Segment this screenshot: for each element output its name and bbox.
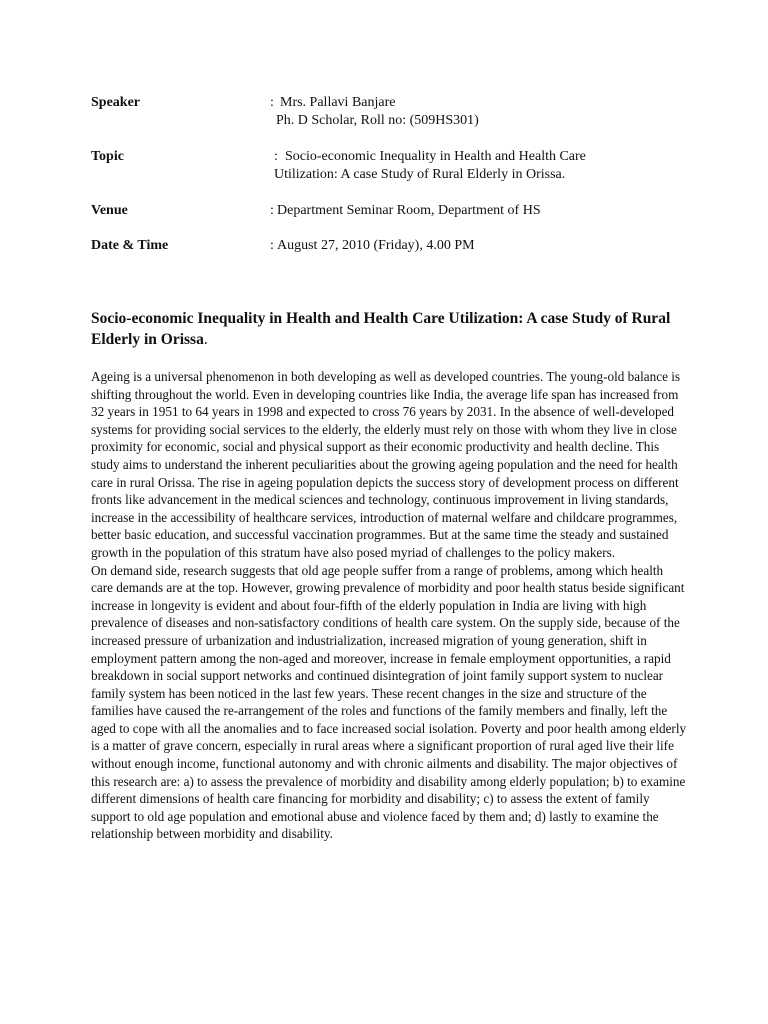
abstract-body <box>91 368 687 843</box>
topic-label: Topic <box>91 149 124 164</box>
abstract-paragraph-2: On demand side, research suggests that old age people suffer from a range of problems, among which health care demands are at the top. However, growing prevalence of morbidity and poor health status beside significant increase in longevity is evident and about four-fifth of the elderly population in India are living with high prevalence of diseases and non-satisfactory conditions of health care system. On the supply side, because of the increased pressure of urbanization and industrialization, increased migration of young generation, shift in employment pattern among the non-aged and moreover, increase in female employment opportunities, a rapid breakdown in social support networks and continued disintegration of joint family support system to nuclear family system has been noticed in the last few years. These recent changes in the size and structure of the families have caused the re-arrangement of the roles and functions of the family members and finally, left the aged to cope with all the anomalies and to face increased social isolation. Poverty and poor health among elderly is a matter of grave concern, especially in rural areas where a significant proportion of rural aged live their life without enough income, functional autonomy and with chronic ailments and disability. The major objectives of this research are: a) to assess the prevalence of morbidity and disability among elderly population; b) to examine different dimensions of health care financing for morbidity and disability; c) to assess the extent of family support to old age population and emotional abuse and violence faced by them and; d) lastly to examine the relationship between morbidity and disability. <box>91 562 687 842</box>
abstract-title-text: Socio-economic Inequality in Health and Health Care Utilization: A case Study of Rural Elderly in Orissa <box>91 310 671 348</box>
speaker-credentials: Ph. D Scholar, Roll no: (509HS301) <box>276 113 479 128</box>
abstract-title <box>91 308 671 350</box>
datetime-label: Date & Time <box>91 238 169 253</box>
speaker-colon: : <box>270 95 274 110</box>
abstract-paragraph-1: Ageing is a universal phenomenon in both developing as well as developed countries. The young-old balance is shifting throughout the world. Even in developing countries like India, the average life span has increased from 32 years in 1951 to 64 years in 1998 and expected to cross 76 years by 2031. In the absence of well-developed systems for providing social services to the elderly, the elderly must rely on those with whom they live in close proximity for economic, social and physical support as their economic productivity and health decline. This study aims to understand the inherent peculiarities about the growing ageing population and the need for health care in rural Orissa. The rise in ageing population depicts the success story of development process on different fronts like advancement in the medical sciences and technology, continuous improvement in living standards, increase in the accessibility of healthcare services, introduction of maternal welfare and childcare programmes, better basic education, and successful vaccination programmes. But at the same time the steady and sustained growth in the population of this stratum have also posed myriad of challenges to the policy makers. <box>91 369 681 560</box>
topic-colon: : <box>274 149 278 164</box>
speaker-name: Mrs. Pallavi Banjare <box>280 95 396 110</box>
topic-value: Socio-economic Inequality in Health and Health Care <box>285 149 586 164</box>
venue-label: Venue <box>91 203 128 218</box>
topic-value-continued: Utilization: A case Study of Rural Elderly in Orissa. <box>274 167 566 182</box>
abstract-title-period: . <box>203 331 208 348</box>
datetime-value: August 27, 2010 (Friday), 4.00 PM <box>277 238 475 253</box>
venue-colon: : <box>270 203 274 218</box>
datetime-colon: : <box>270 238 274 253</box>
speaker-label: Speaker <box>91 95 140 110</box>
venue-value: Department Seminar Room, Department of HS <box>277 203 541 218</box>
